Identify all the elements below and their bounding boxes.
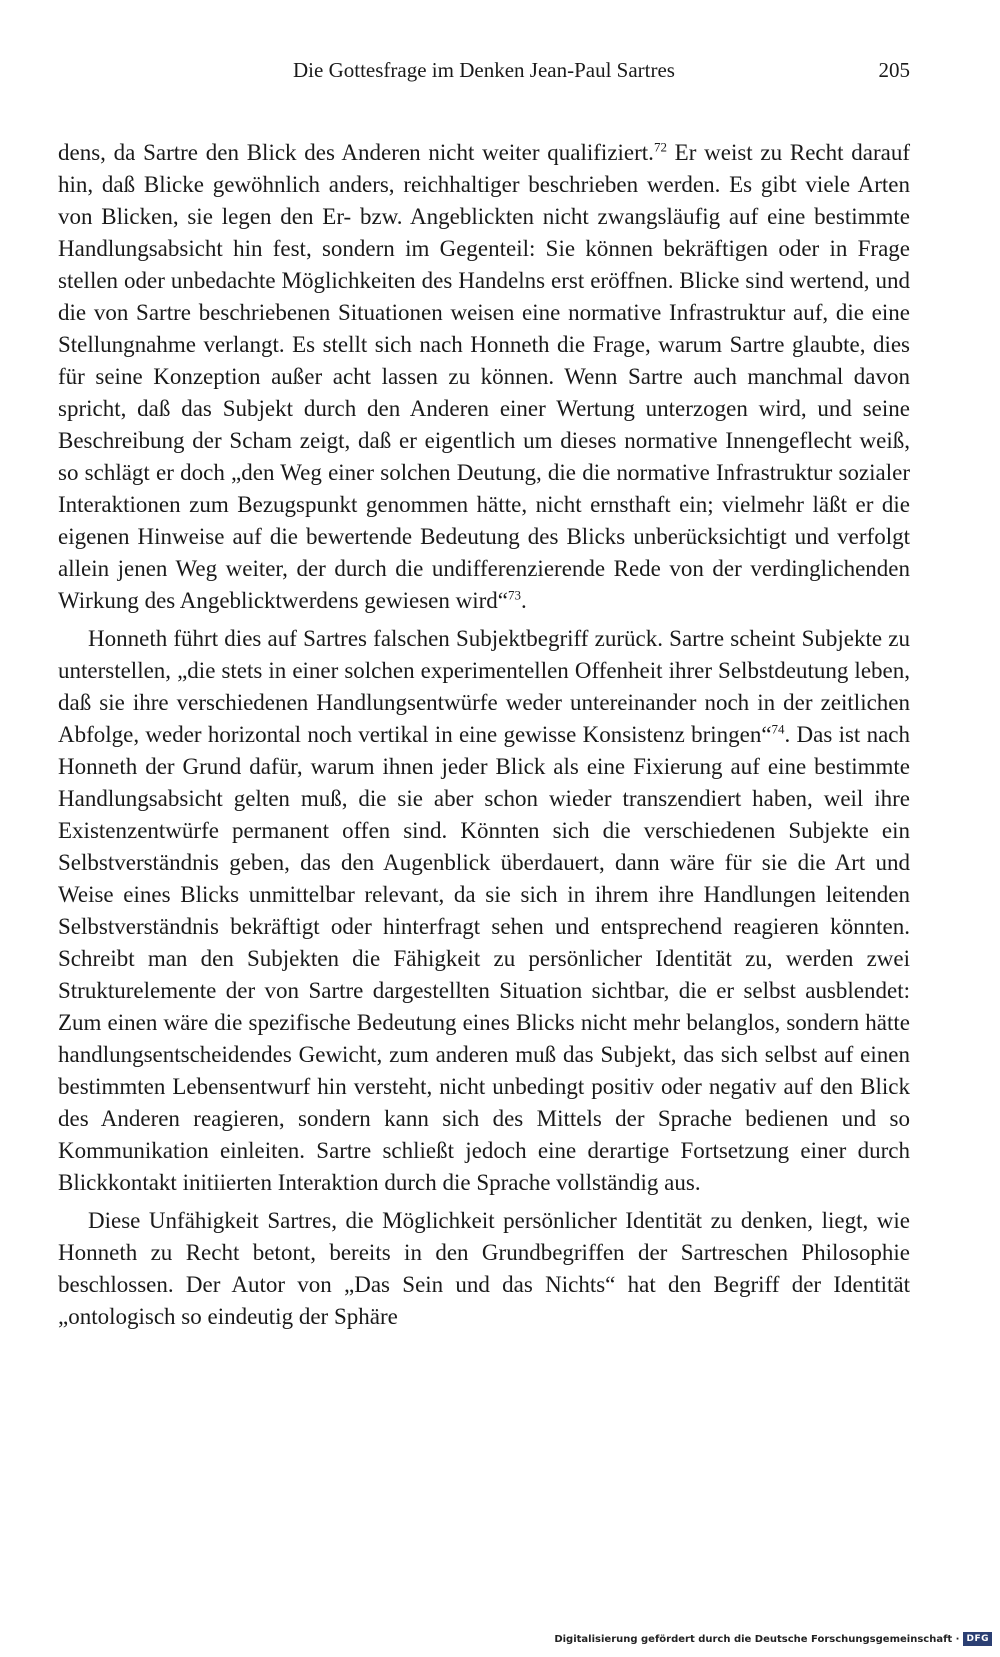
footnote-marker: 72 xyxy=(653,139,667,155)
body-text xyxy=(58,137,910,1339)
running-head xyxy=(58,58,910,88)
text-run: dens, da Sartre den Blick des Anderen nicht weiter qualifiziert. xyxy=(58,140,654,165)
paragraph xyxy=(58,623,910,1199)
running-title: Die Gottesfrage im Denken Jean-Paul Sartres xyxy=(293,58,675,82)
paragraph xyxy=(58,1205,910,1333)
page-number: 205 xyxy=(878,58,910,82)
text-run: Diese Unfähigkeit Sartres, die Möglichkeit persönlicher Identität zu denken, liegt, wie Honneth zu Recht betont, bereits in den Grundbegriffen der Sartreschen Philosophie beschlossen. Der Autor von „Das Sein und das Nichts“ hat den Begriff der Identität „ontologisch so eindeutig der Sphäre xyxy=(58,1208,910,1329)
dfg-logo-icon: DFG xyxy=(963,1632,992,1646)
footnote-marker: 74 xyxy=(771,721,785,737)
digitization-note: Digitalisierung gefördert durch die Deutsche Forschungsgemeinschaft · xyxy=(554,1633,960,1645)
text-run: . Das ist nach Honneth der Grund dafür, warum ihnen jeder Blick als eine Fixierung auf eine bestimmte Handlungsabsicht gelten muß, die sie aber schon wieder transzendiert haben, weil ihre Existenzentwürfe permanent offen sind. Könnten sich die verschiedenen Subjekte ein Selbstverständnis geben, das den Augenblick überdauert, dann wäre für sie die Art und Weise eines Blicks unmittelbar relevant, da sie sich in ihrem ihre Handlungen leitenden Selbstverständnis bekräftigt oder hinterfragt sehen und entsprechend reagieren könnten. Schreibt man den Subjekten die Fähigkeit zu persönlicher Identität zu, werden zwei Strukturelemente der von Sartre dargestellten Situation sichtbar, die er selbst ausblendet: Zum einen wäre die spezifische Bedeutung eines Blicks nicht mehr belanglos, sondern hätte handlungsentscheidendes Gewicht, zum anderen muß das Subjekt, das sich selbst auf einen bestimmten Lebensentwurf hin versteht, nicht unbedingt positiv oder negativ auf den Blick des Anderen reagieren, sondern kann sich des Mittels der Sprache bedienen und so Kommunikation einleiten. Sartre schließt jedoch eine derartige Fortsetzung einer durch Blickkontakt initiierten Interaktion durch die Sprache vollständig aus. xyxy=(58,722,910,1195)
text-run: . xyxy=(521,588,527,613)
paragraph xyxy=(58,137,910,617)
digitization-footer xyxy=(554,1631,992,1647)
footnote-marker: 73 xyxy=(508,587,522,603)
text-run: Honneth führt dies auf Sartres falschen Subjektbegriff zurück. Sartre scheint Subjekte zu unterstellen, „die stets in einer solchen experimentellen Offenheit ihrer Selbstdeutung leben, daß sie ihre verschiedenen Handlungsentwürfe weder untereinander noch in der zeitlichen Abfolge, weder horizontal noch vertikal in eine gewisse Konsistenz bringen“ xyxy=(58,626,910,747)
text-run: Er weist zu Recht darauf hin, daß Blicke gewöhnlich anders, reichhaltiger beschrieben werden. Es gibt viele Arten von Blicken, sie legen den Er- bzw. Angeblickten nicht zwangsläufig auf eine bestimmte Handlungsabsicht hin fest, sondern im Gegenteil: Sie können bekräftigen oder in Frage stellen oder unbedachte Möglichkeiten des Handelns erst eröffnen. Blicke sind wertend, und die von Sartre beschriebenen Situationen weisen eine normative Infrastruktur auf, die eine Stellungnahme verlangt. Es stellt sich nach Honneth die Frage, warum Sartre glaubte, dies für seine Konzeption außer acht lassen zu können. Wenn Sartre auch manchmal davon spricht, daß das Subjekt durch den Anderen einer Wertung unterzogen wird, und seine Beschreibung der Scham zeigt, daß er eigentlich um dieses normative Innengeflecht weiß, so schlägt er doch „den Weg einer solchen Deutung, die die normative Infrastruktur sozialer Interaktionen zum Bezugspunkt genommen hätte, nicht ernsthaft ein; vielmehr läßt er die eigenen Hinweise auf die bewertende Bedeutung des Blicks unberücksichtigt und verfolgt allein jenen Weg weiter, der durch die undifferenzierende Rede von der verdinglichenden Wirkung des Angeblicktwerdens gewiesen wird“ xyxy=(58,140,910,613)
